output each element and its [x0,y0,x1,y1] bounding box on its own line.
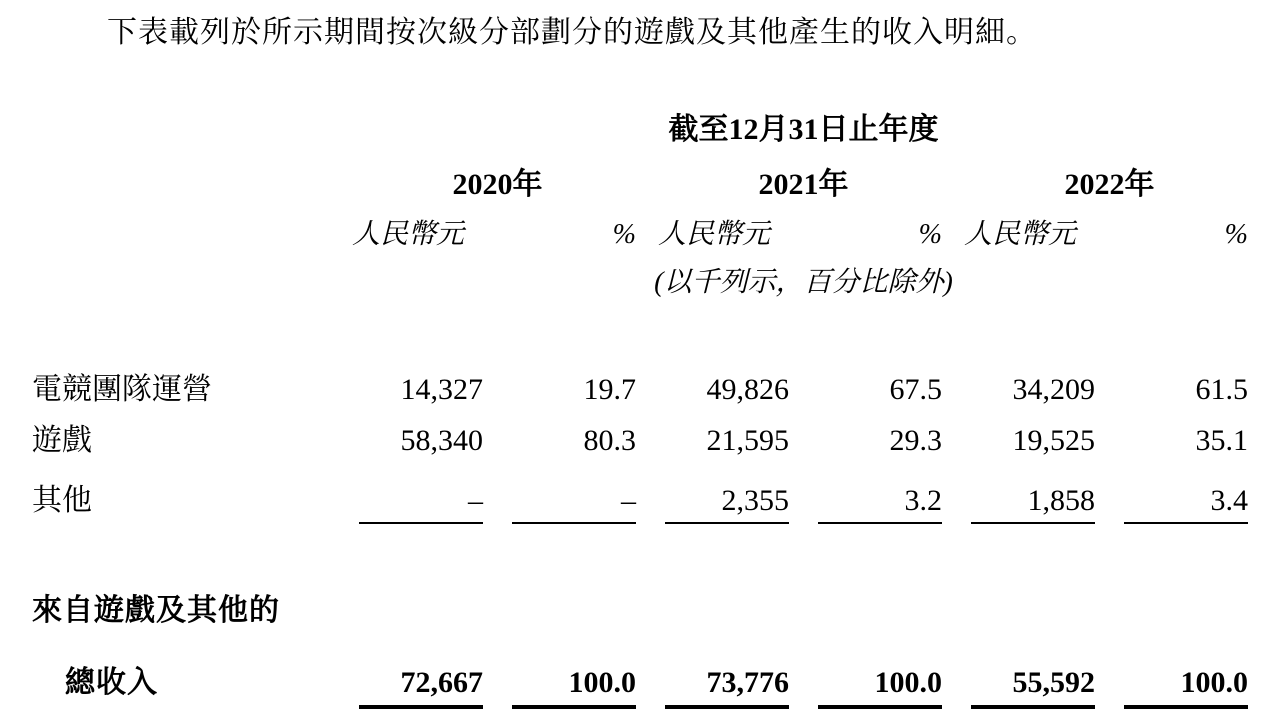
total-value: 100.0 [789,626,942,709]
col-header-pct-2021: % [918,219,942,250]
total-label-row [32,575,1248,626]
intro-paragraph: 下表載列於所示期間按次級分部劃分的遊戲及其他產生的收入明細。 [107,16,1037,49]
total-value: 73,776 [636,626,789,709]
col-header-pct-2020: % [612,219,636,250]
col-header-rmb-2020: 人民幣元 [352,219,465,250]
spacer-row [32,524,1248,575]
table-row-others [32,456,1248,524]
cell-value: 21,595 [706,424,789,457]
col-header-pct-2022: % [1224,219,1248,250]
cell-value: 3.2 [789,456,942,524]
total-value: 72,667 [330,626,483,709]
total-value: 100.0 [483,626,636,709]
cell-value: 58,340 [400,424,483,457]
col-header-rmb-2022: 人民幣元 [964,219,1077,250]
col-header-rmb-2021: 人民幣元 [658,219,771,250]
column-header-row [32,200,1248,250]
year-header-2022: 2022年 [1064,168,1155,201]
total-row [32,626,1248,709]
table-row-games [32,405,1248,456]
cell-value: 35.1 [1195,424,1248,457]
total-label-line2: 總收入 [65,666,158,699]
empty-cell [32,145,330,200]
total-value: 100.0 [1095,626,1248,709]
cell-value: 19,525 [1012,424,1095,457]
year-header-2021: 2021年 [758,168,849,201]
cell-value: 2,355 [636,456,789,524]
cell-value: 49,826 [706,373,789,406]
unit-note-row [32,250,1248,298]
cell-value: 14,327 [400,373,483,406]
year-header-row [32,145,1248,200]
year-header-2020: 2020年 [452,168,543,201]
cell-value: 3.4 [1095,456,1248,524]
empty-cell [32,200,330,250]
total-label-line1: 來自遊戲及其他的 [32,594,280,627]
period-header-row [32,95,1248,145]
row-label: 電競團隊運營 [32,373,212,406]
table-row-esports [32,354,1248,405]
cell-value: 19.7 [583,373,636,406]
cell-value: 67.5 [889,373,942,406]
row-label: 其他 [32,484,92,517]
cell-value: 29.3 [889,424,942,457]
empty-cell [32,250,330,298]
cell-value: 1,858 [942,456,1095,524]
cell-value: – [483,456,636,524]
unit-note: (以千列示，百分比除外) [654,267,953,298]
period-header: 截至12月31日止年度 [668,113,939,146]
revenue-breakdown-table [32,95,1248,709]
cell-value: 34,209 [1012,373,1095,406]
empty-cell [32,95,330,145]
cell-value: 80.3 [583,424,636,457]
row-label: 遊戲 [32,424,92,457]
spacer-row [32,298,1248,354]
cell-value: 61.5 [1195,373,1248,406]
cell-value: – [330,456,483,524]
total-value: 55,592 [942,626,1095,709]
